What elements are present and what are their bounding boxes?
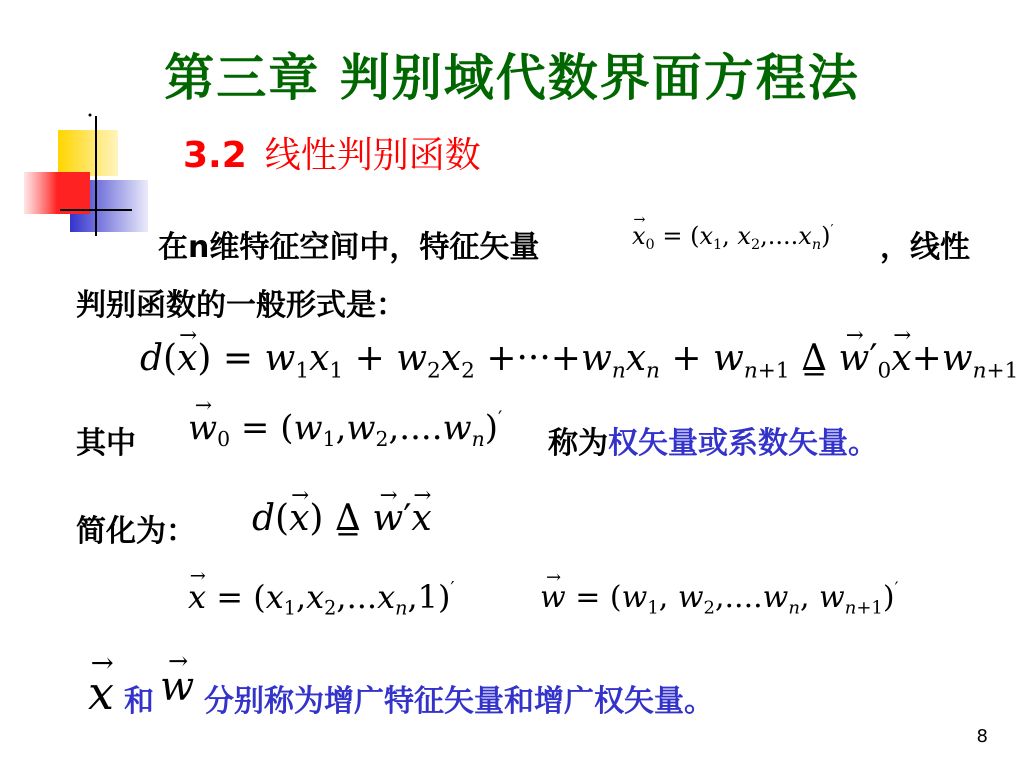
section-heading	[183, 127, 481, 178]
slide-title: 第三章 判别域代数界面方程法	[164, 49, 860, 107]
intro-line-2: 判别函数的一般形式是：	[76, 288, 406, 323]
conclusion-and: 和	[124, 684, 154, 719]
corner-decoration	[0, 100, 150, 240]
simplified-formula: d(→ x) Δ = → w′→ x	[252, 498, 432, 539]
intro-prefix: 在n维特征空间中，特征矢量	[158, 230, 540, 265]
page-number: 8	[976, 726, 988, 747]
augmented-weight-formula: → $w = (w_1$, $w_2,....w_n$, $w_{n+1})'$	[540, 580, 898, 615]
called-as: 称为	[548, 426, 608, 461]
where-label: 其中	[76, 426, 136, 461]
section-title: 线性判别函数	[264, 135, 481, 176]
section-number: 3.2	[183, 135, 247, 176]
simplify-label: 简化为：	[76, 514, 196, 549]
conclusion-text: 分别称为增广特征矢量和增广权矢量。	[204, 684, 714, 719]
weight-vector-formula: → $w_0 = (w_1,w_2,....w_n)'$	[188, 408, 502, 448]
discriminant-formula: $d(\to x) = w_1x_1 + w_2x_2 +\cdot\cdot\cdot+w_nx_n + w_{n+1}$ Δ = → $w'_0\to x+w_{n+1}$	[140, 338, 1018, 379]
feature-vector-formula: → $x_0 = (x_1$, $x_2,....x_n)'$	[632, 222, 833, 250]
weight-vector-term: 权矢量或系数矢量。	[608, 426, 878, 461]
weight-description	[548, 418, 878, 462]
intro-line-1	[158, 222, 539, 266]
conclusion-x: → x	[88, 666, 114, 720]
augmented-feature-formula: → $x = (x_1,x_2,...x_n,1)'$	[188, 578, 455, 616]
intro-suffix: ，线性	[880, 230, 970, 265]
conclusion-w: → w	[160, 664, 194, 710]
